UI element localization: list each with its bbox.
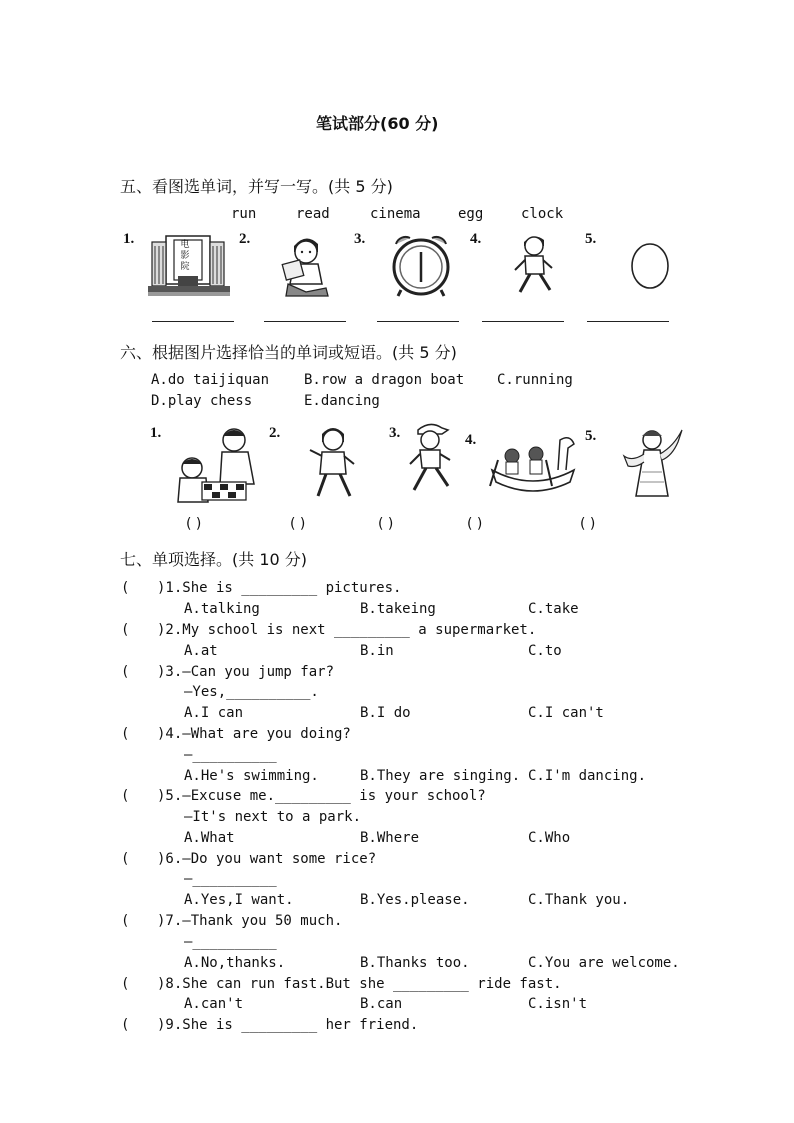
- choice-c: C.I'm dancing.: [528, 768, 647, 784]
- choice-a: A.I can: [184, 705, 244, 721]
- picture-number: 3.: [354, 231, 366, 247]
- dragon-boat-image: [488, 430, 578, 496]
- taijiquan-image: [304, 424, 362, 500]
- answer-paren[interactable]: ( ): [378, 516, 394, 532]
- picture-number: 2.: [239, 231, 251, 247]
- answer-paren[interactable]: (: [121, 976, 130, 992]
- alarm-clock-image: [386, 232, 456, 300]
- answer-line[interactable]: [152, 321, 234, 322]
- picture-number: 1.: [150, 425, 162, 441]
- running-cap-boy-image: [406, 420, 456, 496]
- answer-paren[interactable]: (: [121, 726, 130, 742]
- choice-a: A.talking: [184, 601, 260, 617]
- choice-a: A.What: [184, 830, 235, 846]
- word-option: run: [231, 206, 257, 222]
- picture-number: 1.: [123, 231, 135, 247]
- answer-paren[interactable]: (: [121, 664, 130, 680]
- picture-number: 3.: [389, 425, 401, 441]
- choice-c: C.to: [528, 643, 562, 659]
- section-7-heading: 七、单项选择。(共 10 分): [120, 550, 308, 569]
- choice-c: C.isn't: [528, 996, 588, 1012]
- question-line-2: —__________: [184, 934, 277, 950]
- egg-image: [630, 242, 670, 290]
- question-text: )1.She is _________ pictures.: [157, 580, 402, 596]
- choice-c: C.Thank you.: [528, 892, 630, 908]
- choice-b: B.Thanks too.: [360, 955, 470, 971]
- question-line-2: —__________: [184, 871, 277, 887]
- question-text: )5.—Excuse me._________ is your school?: [157, 788, 486, 804]
- question-line-2: —It's next to a park.: [184, 809, 362, 825]
- choice-a: A.No,thanks.: [184, 955, 286, 971]
- section-5-heading: 五、看图选单词，并写一写。(共 5 分): [120, 177, 393, 196]
- dancing-girl-image: [622, 426, 684, 502]
- choice-c: C.You are welcome.: [528, 955, 680, 971]
- question-text: )8.She can run fast.But she _________ ride fast.: [157, 976, 562, 992]
- phrase-option: C.running: [497, 372, 573, 388]
- answer-line[interactable]: [482, 321, 564, 322]
- answer-paren[interactable]: (: [121, 851, 130, 867]
- picture-number: 2.: [269, 425, 281, 441]
- question-line-2: —__________: [184, 747, 277, 763]
- phrase-option: E.dancing: [304, 393, 380, 409]
- choice-a: A.Yes,I want.: [184, 892, 294, 908]
- answer-paren[interactable]: ( ): [186, 516, 202, 532]
- choice-c: C.Who: [528, 830, 571, 846]
- answer-paren[interactable]: (: [121, 622, 130, 638]
- choice-c: C.I can't: [528, 705, 604, 721]
- choice-a: A.at: [184, 643, 218, 659]
- answer-line[interactable]: [264, 321, 346, 322]
- word-option: clock: [521, 206, 564, 222]
- choice-b: B.takeing: [360, 601, 436, 617]
- answer-line[interactable]: [377, 321, 459, 322]
- choice-b: B.I do: [360, 705, 411, 721]
- question-text: )9.She is _________ her friend.: [157, 1017, 419, 1033]
- question-text: )6.—Do you want some rice?: [157, 851, 377, 867]
- answer-line[interactable]: [587, 321, 669, 322]
- running-boy-image: [510, 232, 560, 300]
- picture-number: 4.: [470, 231, 482, 247]
- choice-b: B.Yes.please.: [360, 892, 470, 908]
- choice-c: C.take: [528, 601, 579, 617]
- question-text: )2.My school is next _________ a supermarket.: [157, 622, 537, 638]
- phrase-option: A.do taijiquan: [151, 372, 270, 388]
- answer-paren[interactable]: ( ): [290, 516, 306, 532]
- question-text: )4.—What are you doing?: [157, 726, 351, 742]
- cinema-sign: 电影院: [180, 240, 190, 272]
- section-6-heading: 六、根据图片选择恰当的单词或短语。(共 5 分): [120, 343, 457, 362]
- question-text: )7.—Thank you 50 much.: [157, 913, 343, 929]
- chess-players-image: [176, 424, 262, 504]
- question-line-2: —Yes,__________.: [184, 684, 319, 700]
- phrase-option: B.row a dragon boat: [304, 372, 465, 388]
- question-text: )3.—Can you jump far?: [157, 664, 335, 680]
- choice-b: B.Where: [360, 830, 420, 846]
- word-option: cinema: [370, 206, 421, 222]
- choice-a: A.can't: [184, 996, 244, 1012]
- answer-paren[interactable]: ( ): [580, 516, 596, 532]
- answer-paren[interactable]: (: [121, 1017, 130, 1033]
- picture-number: 4.: [465, 432, 477, 448]
- answer-paren[interactable]: (: [121, 913, 130, 929]
- word-option: read: [296, 206, 330, 222]
- word-option: egg: [458, 206, 484, 222]
- choice-b: B.in: [360, 643, 394, 659]
- choice-b: B.can: [360, 996, 403, 1012]
- boy-reading-image: [276, 232, 336, 298]
- phrase-option: D.play chess: [151, 393, 253, 409]
- choice-a: A.He's swimming.: [184, 768, 319, 784]
- page-title: 笔试部分(60 分): [316, 114, 439, 133]
- answer-paren[interactable]: (: [121, 788, 130, 804]
- picture-number: 5.: [585, 231, 597, 247]
- picture-number: 5.: [585, 428, 597, 444]
- answer-paren[interactable]: ( ): [467, 516, 483, 532]
- choice-b: B.They are singing.: [360, 768, 521, 784]
- answer-paren[interactable]: (: [121, 580, 130, 596]
